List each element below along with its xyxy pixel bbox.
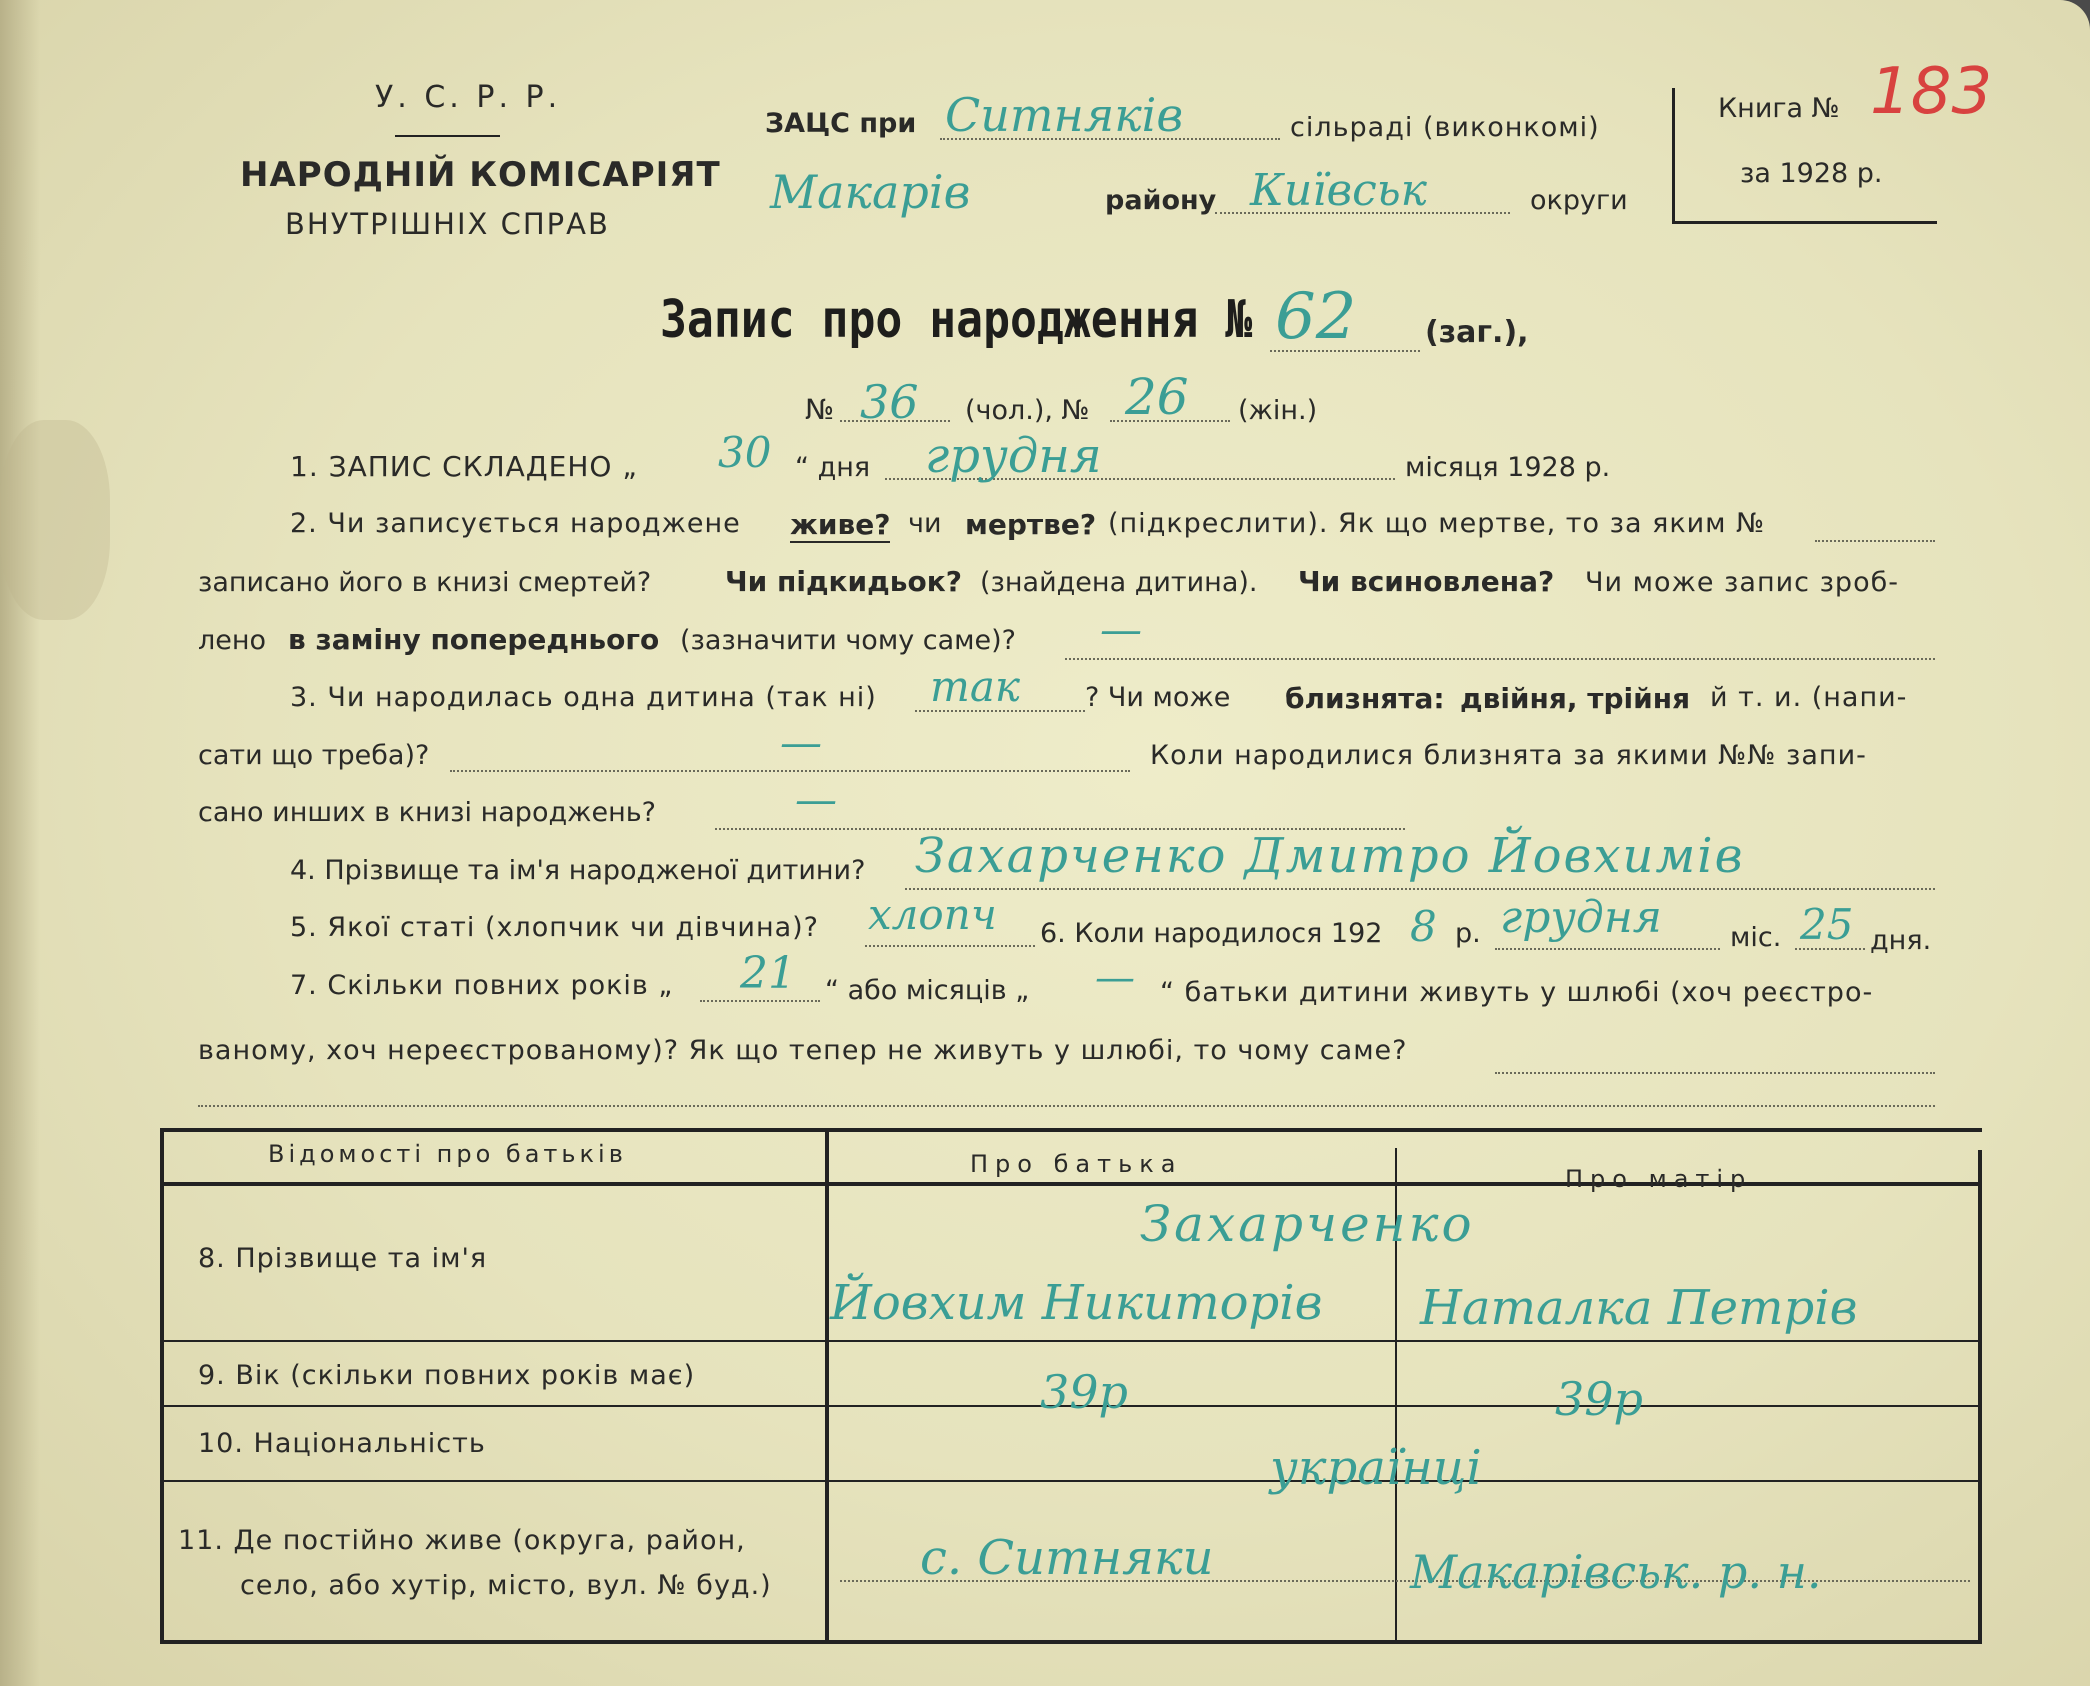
q3-line3: сано инших в книзі народжень? <box>198 797 656 828</box>
q6-month-line <box>1495 948 1720 950</box>
row11-label-1: 11. Де постійно живе (округа, район, <box>178 1525 746 1556</box>
father-age-value: 39р <box>1040 1365 1128 1419</box>
row8-label: 8. Прізвище та ім'я <box>198 1243 488 1274</box>
q7-line1-b: “ або місяців „ <box>825 975 1030 1006</box>
q5-answer-line <box>865 945 1035 947</box>
nationality-value: українці <box>1270 1440 1482 1496</box>
q1-mid: “ дня <box>795 452 871 483</box>
q3-answer: так <box>930 662 1020 711</box>
okrug-value: Київськ <box>1250 165 1427 216</box>
q2-line2-c: Чи може запис зроб- <box>1585 567 1899 598</box>
q3-double: двійня, трійня <box>1460 682 1691 715</box>
q6-day: 25 <box>1800 900 1854 949</box>
republic-label: У. С. Р. Р. <box>375 80 562 115</box>
father-residence-value: с. Ситняки <box>920 1530 1214 1586</box>
record-number: 62 <box>1275 280 1357 354</box>
zags-village-value: Ситняків <box>945 88 1184 142</box>
q2-dead: мертве? <box>965 508 1097 541</box>
mother-residence-value: Макарівськ. р. н. <box>1410 1545 1822 1599</box>
q2-line3-b: (зазначити чому саме)? <box>680 625 1016 656</box>
district-label: району <box>1105 185 1217 216</box>
mother-age-value: 39р <box>1555 1372 1643 1426</box>
q4-answer-line <box>905 888 1935 890</box>
q2-adopted: Чи всиновлена? <box>1298 565 1555 598</box>
female-number: 26 <box>1125 368 1189 426</box>
q4-label: 4. Прізвище та ім'я народженої дитини? <box>290 855 866 886</box>
department-label: ВНУТРІШНІХ СПРАВ <box>285 207 610 241</box>
q7-line2: ваному, хоч нереєстрованому)? Як що тепер не живуть у шлюбі, то чому саме? <box>198 1035 1408 1066</box>
q2-death-number-line <box>1815 540 1935 542</box>
okrug-label: округи <box>1530 185 1628 216</box>
q6-year: 8 <box>1410 902 1437 951</box>
q6-label: 6. Коли народилося 192 <box>1040 918 1383 949</box>
q1-day: 30 <box>718 428 772 477</box>
q3-answer2-line <box>450 770 1130 772</box>
table-header-parents: Відомості про батьків <box>268 1140 627 1168</box>
book-year: за 1928 р. <box>1740 158 1883 189</box>
record-title: Запис про народження № <box>660 290 1253 350</box>
q3-line2-a: сати що треба)? <box>198 740 430 771</box>
row11-label-2: село, або хутір, місто, вул. № буд.) <box>240 1570 772 1601</box>
q3-line1-c: й т. и. (напи- <box>1710 682 1908 713</box>
q3-line1-b: ? Чи може <box>1085 682 1231 713</box>
q5-label: 5. Якої статі (хлопчик чи дівчина)? <box>290 912 820 943</box>
q5-answer: хлопч <box>868 890 997 939</box>
table-top-border <box>160 1128 1982 1132</box>
paper-edge <box>0 0 40 1686</box>
table-right-border <box>1978 1150 1982 1644</box>
q7-months: — <box>1095 955 1135 1001</box>
q6-r: р. <box>1455 918 1481 949</box>
q2-alive: живе? <box>790 508 891 541</box>
header-divider <box>395 135 500 137</box>
book-number: 183 <box>1870 55 1993 129</box>
q2-line1-a: 2. Чи записується народжене <box>290 508 741 539</box>
q3-answer2: — <box>780 718 822 767</box>
q2-foundling: Чи підкидьок? <box>725 565 962 598</box>
row9-label: 9. Вік (скільки повних років має) <box>198 1360 696 1391</box>
q1-prefix: 1. ЗАПИС СКЛАДЕНО „ <box>290 450 638 483</box>
q2-line3-a: лено <box>198 625 267 656</box>
q4-answer: Захарченко Дмитро Йовхимів <box>915 828 1745 884</box>
q6-dnya: дня. <box>1870 925 1932 956</box>
q3-line1-a: 3. Чи народилась одна дитина (так ні) <box>290 682 877 713</box>
district-value: Макарів <box>770 165 971 219</box>
total-label: (заг.), <box>1425 315 1529 350</box>
commissariat-label: НАРОДНІЙ КОМІСАРІЯТ <box>240 155 721 195</box>
q2-replace: в заміну попереднього <box>288 623 660 656</box>
q3-answer3: — <box>795 775 837 824</box>
zags-label: ЗАЦС при <box>765 108 917 139</box>
q2-reason-line <box>1065 658 1935 660</box>
q7-line1-a: 7. Скільки повних років „ <box>290 970 674 1001</box>
table-header-father: Про батька <box>970 1150 1183 1178</box>
male-no-label: № <box>805 393 835 426</box>
q1-suffix: місяця 1928 р. <box>1405 452 1611 483</box>
male-number: 36 <box>860 375 919 429</box>
book-box-bottom <box>1672 221 1937 224</box>
q7-years: 21 <box>740 948 796 999</box>
q7-reason-line-2 <box>198 1105 1935 1107</box>
table-row-divider-10 <box>160 1480 1982 1482</box>
q7-years-line <box>700 1000 820 1002</box>
q6-month: грудня <box>1500 892 1662 943</box>
q2-line1-c: (підкреслити). Як що мертве, то за яким № <box>1108 508 1766 539</box>
paper-stain <box>0 420 110 620</box>
table-column-divider-1 <box>825 1128 829 1644</box>
q2-line2-b: (знайдена дитина). <box>980 567 1258 598</box>
row10-label: 10. Національність <box>198 1428 486 1459</box>
table-left-border <box>160 1128 164 1644</box>
q3-line2-b: Коли народилися близнята за якими №№ запи- <box>1150 740 1867 771</box>
book-box-left <box>1672 88 1675 223</box>
q7-line1-c: “ батьки дитини живуть у шлюбі (хоч реєстро- <box>1160 977 1874 1008</box>
surname-value: Захарченко <box>1140 1195 1475 1253</box>
q2-answer: — <box>1100 605 1142 654</box>
father-name-value: Йовхим Никиторів <box>830 1275 1323 1331</box>
council-label: сільраді (виконкомі) <box>1290 112 1600 143</box>
table-header-mother: Про матір <box>1565 1165 1753 1193</box>
table-row-divider-8 <box>160 1340 1982 1342</box>
q2-line1-b: чи <box>908 508 942 539</box>
book-label: Книга № <box>1718 93 1840 124</box>
female-label: (жін.) <box>1238 395 1318 426</box>
male-label: (чол.), № <box>965 395 1090 426</box>
mother-name-value: Наталка Петрів <box>1420 1280 1858 1336</box>
q7-reason-line <box>1495 1072 1935 1074</box>
q3-twins: близнята: <box>1285 682 1445 715</box>
q1-month: грудня <box>925 428 1102 484</box>
q2-line2-a: записано його в книзі смертей? <box>198 567 652 598</box>
q6-mis: міс. <box>1730 922 1782 953</box>
table-bottom-border <box>160 1640 1982 1644</box>
